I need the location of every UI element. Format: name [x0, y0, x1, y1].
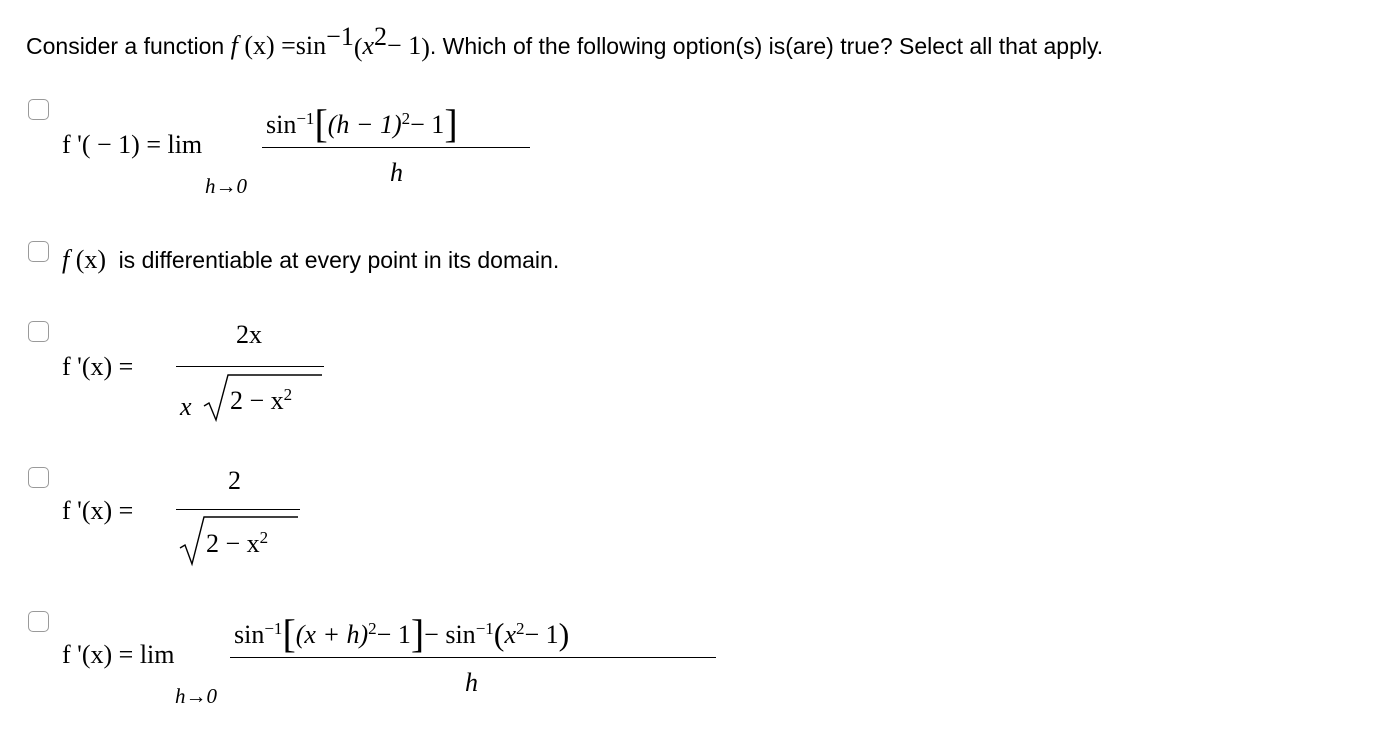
option-3-denominator-x: x	[180, 392, 192, 421]
option-4-lhs: f '(x) =	[62, 496, 134, 525]
option-1-fraction-bar	[262, 147, 530, 148]
option-5-fraction-bar	[230, 657, 716, 658]
option-4-numerator: 2	[228, 466, 241, 495]
option-4-checkbox[interactable]	[28, 467, 49, 488]
option-5-limit-subscript: h→0	[175, 684, 217, 708]
option-3-lhs: f '(x) =	[62, 352, 134, 381]
option-3-numerator: 2x	[236, 320, 262, 349]
option-4-fraction-bar	[176, 509, 300, 510]
option-2-checkbox[interactable]	[28, 241, 49, 262]
question-text: Consider a function f (x) =sin−1(x2− 1). Which of the following option(s) is(are) true? Select all that apply.	[26, 22, 1104, 62]
option-1-limit-subscript: h→0	[205, 174, 247, 198]
option-1-numerator: $\sin^{-1}[(h - 1)^2- 1]$	[266, 101, 458, 146]
option-5-numerator: $\sin^{-1}[(x + h)^2- 1]- \sin^{-1}(x^2- 1)$	[234, 611, 570, 656]
option-3-fraction-bar	[176, 366, 324, 367]
option-1-checkbox[interactable]	[28, 99, 49, 120]
option-4-radicand: $2 - x^2$	[206, 528, 269, 558]
option-5-lhs: f '(x) = lim	[62, 640, 175, 669]
option-3-radicand: $2 - x^2$	[230, 385, 293, 415]
option-5-checkbox[interactable]	[28, 611, 49, 632]
option-2-text: f (x) is differentiable at every point in its domain.	[62, 245, 560, 274]
option-1-lhs: f '( − 1) = lim	[62, 130, 203, 159]
option-1-denominator: h	[390, 158, 403, 187]
option-5-denominator: h	[465, 668, 478, 697]
option-3-checkbox[interactable]	[28, 321, 49, 342]
